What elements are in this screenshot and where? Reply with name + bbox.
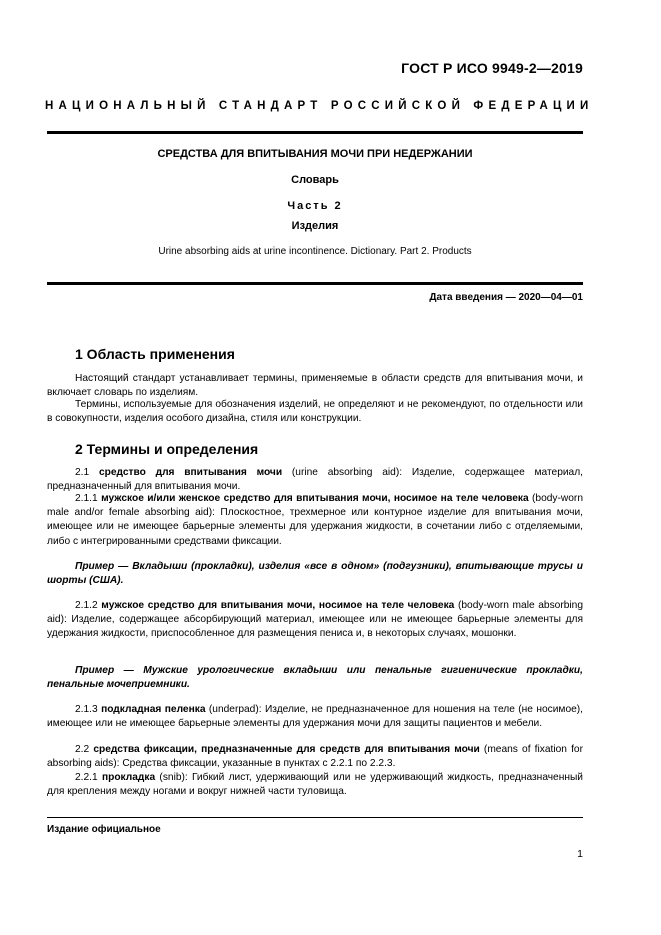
term-definition: (urine absorbing aid): Изделие, содержащее материал, предназначенный для впитывания мочи.: [47, 467, 583, 493]
term-definition: (means of fixation for absorbing aids): Средства фиксации, указанные в пунктах с 2.2.1 по 2.2.3.: [47, 744, 583, 770]
standard-title: СРЕДСТВА ДЛЯ ВПИТЫВАНИЯ МОЧИ ПРИ НЕДЕРЖАНИИ: [157, 148, 473, 160]
national-standard-banner: НАЦИОНАЛЬНЫЙ СТАНДАРТ РОССИЙСКОЙ ФЕДЕРАЦИИ: [45, 100, 594, 112]
document-number: ГОСТ Р ИСО 9949-2—2019: [401, 60, 583, 76]
term-definition: (body-worn male and/or female absorbing aid): Плоскостное, трехмерное или контурное изделие для впитывания мочи, имеющее или не имеющее барьерные элементы для удержания жидкости, в сочетании либо с отделяемыми, либо с интегрированными средствами фиксации.: [47, 493, 583, 547]
term-name: мужское средство для впитывания мочи, носимое на теле человека: [101, 600, 455, 611]
term-name: мужское и/или женское средство для впитывания мочи, носимое на теле человека: [101, 493, 529, 504]
term-2-1: [47, 466, 583, 494]
term-number: 2.1.3: [75, 704, 98, 715]
term-2-1-3: [47, 703, 583, 731]
page-number: 1: [577, 848, 583, 860]
introduction-date: Дата введения — 2020—04—01: [429, 292, 583, 303]
term-2-1-2: [47, 599, 583, 642]
top-rule: [47, 131, 583, 134]
term-definition: (snib): Гибкий лист, удерживающий или не удерживающий жидкость, предназначенный для крепления между ногами и вокруг нижней части туловища.: [47, 772, 583, 798]
term-name: прокладка: [101, 772, 156, 783]
term-2-2-1: [47, 771, 583, 799]
term-definition: (underpad): Изделие, не предназначенное для ношения на теле (не носимое), имеющее или не имеющее барьерные элементы для удержания мочи для защиты пациентов и мебели.: [47, 704, 583, 730]
term-name: средство для впитывания мочи: [98, 467, 283, 478]
section-1-heading: 1 Область применения: [75, 346, 235, 362]
section-1-paragraph-2: Термины, используемые для обозначения изделий, не определяют и не рекомендуют, по отдельности или в совокупности, изделия особого дизайна, стиля или конструкции.: [47, 399, 583, 425]
term-definition: (body-worn male absorbing aid): Изделие, содержащее абсорбирующий материал, имеющее или не имеющее барьерные элементы для удержания жидкости, приспособленное для размещения пениса и, в некоторых случаях, мошонки.: [47, 600, 583, 640]
term-number: 2.2: [75, 744, 90, 755]
part-subtitle: Изделия: [291, 220, 339, 232]
term-name: подкладная пеленка: [101, 704, 206, 715]
term-2-2: [47, 743, 583, 771]
term-name: средства фиксации, предназначенные для средств для впитывания мочи: [93, 744, 480, 755]
term-number: 2.1.1: [75, 493, 98, 504]
term-number: 2.1.2: [75, 600, 98, 611]
term-2-1-1: [47, 492, 583, 549]
section-2-heading: 2 Термины и определения: [75, 441, 259, 457]
section-1-paragraph-1: Настоящий стандарт устанавливает термины, применяемые в области средств для впитывания мочи, и включает словарь по изделиям.: [47, 373, 583, 399]
footer-rule: [47, 817, 583, 818]
example-2: Пример — Мужские урологические вкладыши или пенальные гигиенические прокладки, пенальные мочеприемники.: [47, 665, 583, 691]
term-number: 2.1: [75, 467, 90, 478]
term-number: 2.2.1: [75, 772, 98, 783]
part-label: Часть 2: [287, 200, 343, 212]
standard-subtitle: Словарь: [291, 174, 339, 186]
english-title: Urine absorbing aids at urine incontinence. Dictionary. Part 2. Products: [158, 246, 472, 257]
title-rule: [47, 282, 583, 285]
official-edition-label: Издание официальное: [47, 824, 161, 835]
example-1: Пример — Вкладыши (прокладки), изделия «все в одном» (подгузники), впитывающие трусы и шорты (США).: [47, 561, 583, 587]
